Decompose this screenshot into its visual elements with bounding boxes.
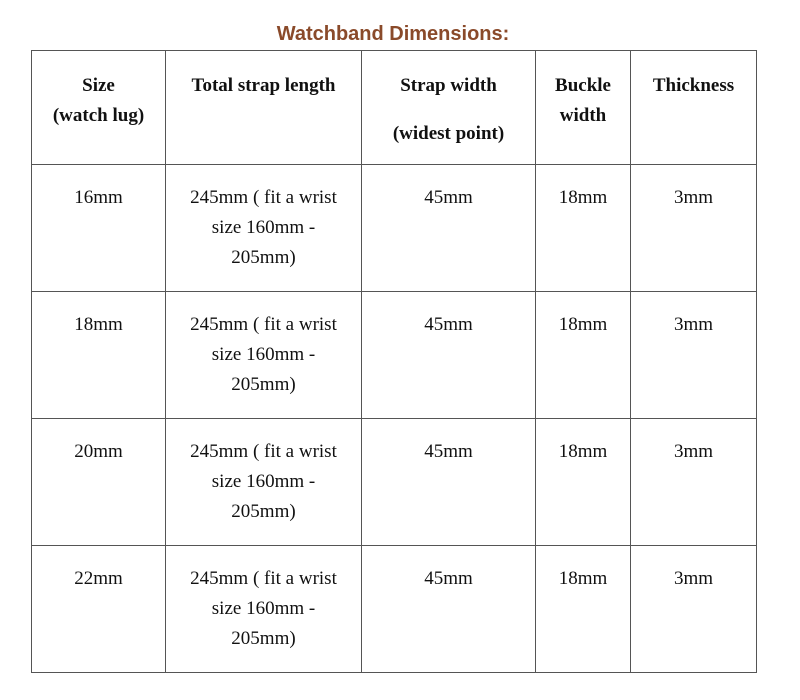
- cell-total-strap-length: [166, 546, 362, 673]
- table-row: [32, 292, 757, 419]
- cell-size: 18mm: [32, 292, 166, 419]
- cell-strap-width: 45mm: [362, 292, 536, 419]
- cell-total-strap-length-text: 245mm ( fit a wrist size 160mm - 205mm): [190, 187, 337, 268]
- header-thickness-line-1: Thickness: [652, 75, 735, 96]
- cell-buckle-width: 18mm: [536, 419, 631, 546]
- header-strap-width-line-2: (widest point): [392, 123, 505, 144]
- cell-thickness: 3mm: [631, 292, 757, 419]
- header-size-line-2: (watch lug): [52, 105, 145, 126]
- header-total-strap-length-line-1: Total strap length: [191, 75, 336, 96]
- table-row: [32, 419, 757, 546]
- dimensions-table: [31, 50, 757, 673]
- header-size: [32, 51, 166, 165]
- cell-buckle-width: 18mm: [536, 292, 631, 419]
- cell-total-strap-length-text: 245mm ( fit a wrist size 160mm - 205mm): [190, 568, 337, 649]
- cell-buckle-width: 18mm: [536, 546, 631, 673]
- cell-total-strap-length-text: 245mm ( fit a wrist size 160mm - 205mm): [190, 441, 337, 522]
- cell-total-strap-length: [166, 165, 362, 292]
- cell-strap-width: 45mm: [362, 546, 536, 673]
- cell-strap-width: 45mm: [362, 419, 536, 546]
- cell-total-strap-length-text: 245mm ( fit a wrist size 160mm - 205mm): [190, 314, 337, 395]
- cell-strap-width: 45mm: [362, 165, 536, 292]
- cell-thickness: 3mm: [631, 165, 757, 292]
- header-buckle-width: [536, 51, 631, 165]
- header-spacer: [362, 101, 535, 119]
- table-header-row: [32, 51, 757, 165]
- header-buckle-width-line-1: Buckle: [555, 75, 611, 96]
- cell-size: 22mm: [32, 546, 166, 673]
- cell-size: 20mm: [32, 419, 166, 546]
- page-title: Watchband Dimensions:: [276, 23, 510, 45]
- cell-size: 16mm: [32, 165, 166, 292]
- header-total-strap-length: [166, 51, 362, 165]
- cell-buckle-width: 18mm: [536, 165, 631, 292]
- table-row: [32, 546, 757, 673]
- cell-thickness: 3mm: [631, 546, 757, 673]
- header-size-line-1: Size: [82, 75, 115, 96]
- cell-total-strap-length: [166, 419, 362, 546]
- table-row: [32, 165, 757, 292]
- cell-total-strap-length: [166, 292, 362, 419]
- header-strap-width: [362, 51, 536, 165]
- cell-thickness: 3mm: [631, 419, 757, 546]
- header-buckle-width-line-2: width: [559, 105, 607, 126]
- header-thickness: [631, 51, 757, 165]
- header-strap-width-line-1: Strap width: [400, 75, 497, 96]
